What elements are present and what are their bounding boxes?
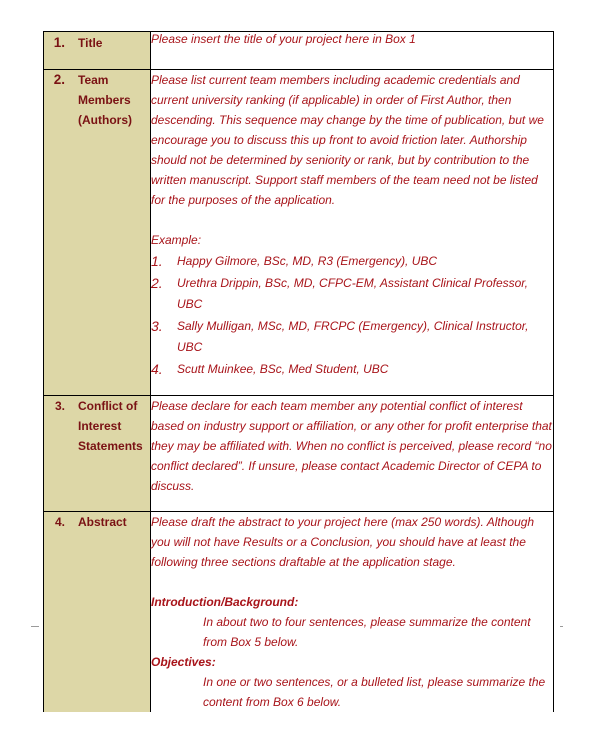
application-form-table — [43, 31, 554, 712]
row-label: Abstract — [78, 515, 127, 529]
label-cell — [44, 512, 151, 713]
example-list — [151, 250, 553, 380]
example-text: Scutt Muinkee, BSc, Med Student, UBC — [177, 362, 389, 376]
section-heading: Objectives: — [151, 655, 216, 669]
form-row-abstract — [44, 512, 554, 713]
row-number: 1. — [53, 35, 65, 50]
example-item — [151, 272, 553, 315]
form-row-team-members — [44, 70, 554, 396]
example-number: 3. — [151, 318, 163, 334]
content-cell[interactable] — [151, 70, 554, 396]
example-number: 2. — [151, 275, 163, 291]
section-heading: Introduction/Background: — [151, 595, 299, 609]
content-cell[interactable] — [151, 396, 554, 512]
row-number: 2. — [53, 72, 65, 87]
example-number: 1. — [151, 253, 163, 269]
example-item — [151, 315, 553, 358]
example-text: Urethra Drippin, BSc, MD, CFPC-EM, Assistant Clinical Professor, UBC — [177, 276, 528, 311]
page-margin-mark-right — [560, 626, 563, 627]
example-text: Sally Mulligan, MSc, MD, FRCPC (Emergency), Clinical Instructor, UBC — [177, 319, 529, 354]
row-label: Team Members (Authors) — [78, 73, 132, 127]
row-label: Title — [78, 36, 103, 50]
form-row-title — [44, 32, 554, 70]
page-margin-mark-left — [31, 626, 39, 627]
spacer — [151, 572, 553, 592]
example-text: Happy Gilmore, BSc, MD, R3 (Emergency), UBC — [177, 254, 438, 268]
content-cell[interactable] — [151, 32, 554, 70]
title-instructions: Please insert the title of your project here in Box 1 — [151, 32, 416, 46]
conflict-instructions: Please declare for each team member any potential conflict of interest based on industry support or affiliation, or any other for profit enterprise that they may be affiliated with. When no conflict is perceived, please record “no conflict declared”. If unsure, please contact Academic Director of CEPA to discuss. — [151, 399, 552, 493]
form-row-conflict-of-interest — [44, 396, 554, 512]
example-item — [151, 358, 553, 380]
label-cell — [44, 70, 151, 396]
spacer — [151, 210, 553, 230]
row-number: 4. — [54, 515, 65, 529]
abstract-instructions: Please draft the abstract to your project here (max 250 words). Although you will not have Results or a Conclusion, you should have at least the following three sections draftable at the application stage. — [151, 515, 535, 569]
example-label: Example: — [151, 233, 202, 247]
team-members-instructions: Please list current team members including academic credentials and current university ranking (if applicable) in order of First Author, then descending. This sequence may change by the time of publication, but we encourage you to discuss this up front to avoid friction later. Authorship should not be determined by seniority or rank, but by contribution to the written manuscript. Support staff members of the team need not be listed for the purposes of the application. — [151, 73, 544, 207]
example-number: 4. — [151, 361, 163, 377]
section-body: In one or two sentences, or a bulleted list, please summarize the content from Box 6 below. — [203, 675, 546, 709]
section-body: In about two to four sentences, please summarize the content from Box 5 below. — [203, 615, 531, 649]
row-label: Conflict of Interest Statements — [78, 399, 143, 453]
label-cell — [44, 32, 151, 70]
label-cell — [44, 396, 151, 512]
example-item — [151, 250, 553, 272]
row-number: 3. — [54, 399, 65, 413]
content-cell[interactable] — [151, 512, 554, 713]
